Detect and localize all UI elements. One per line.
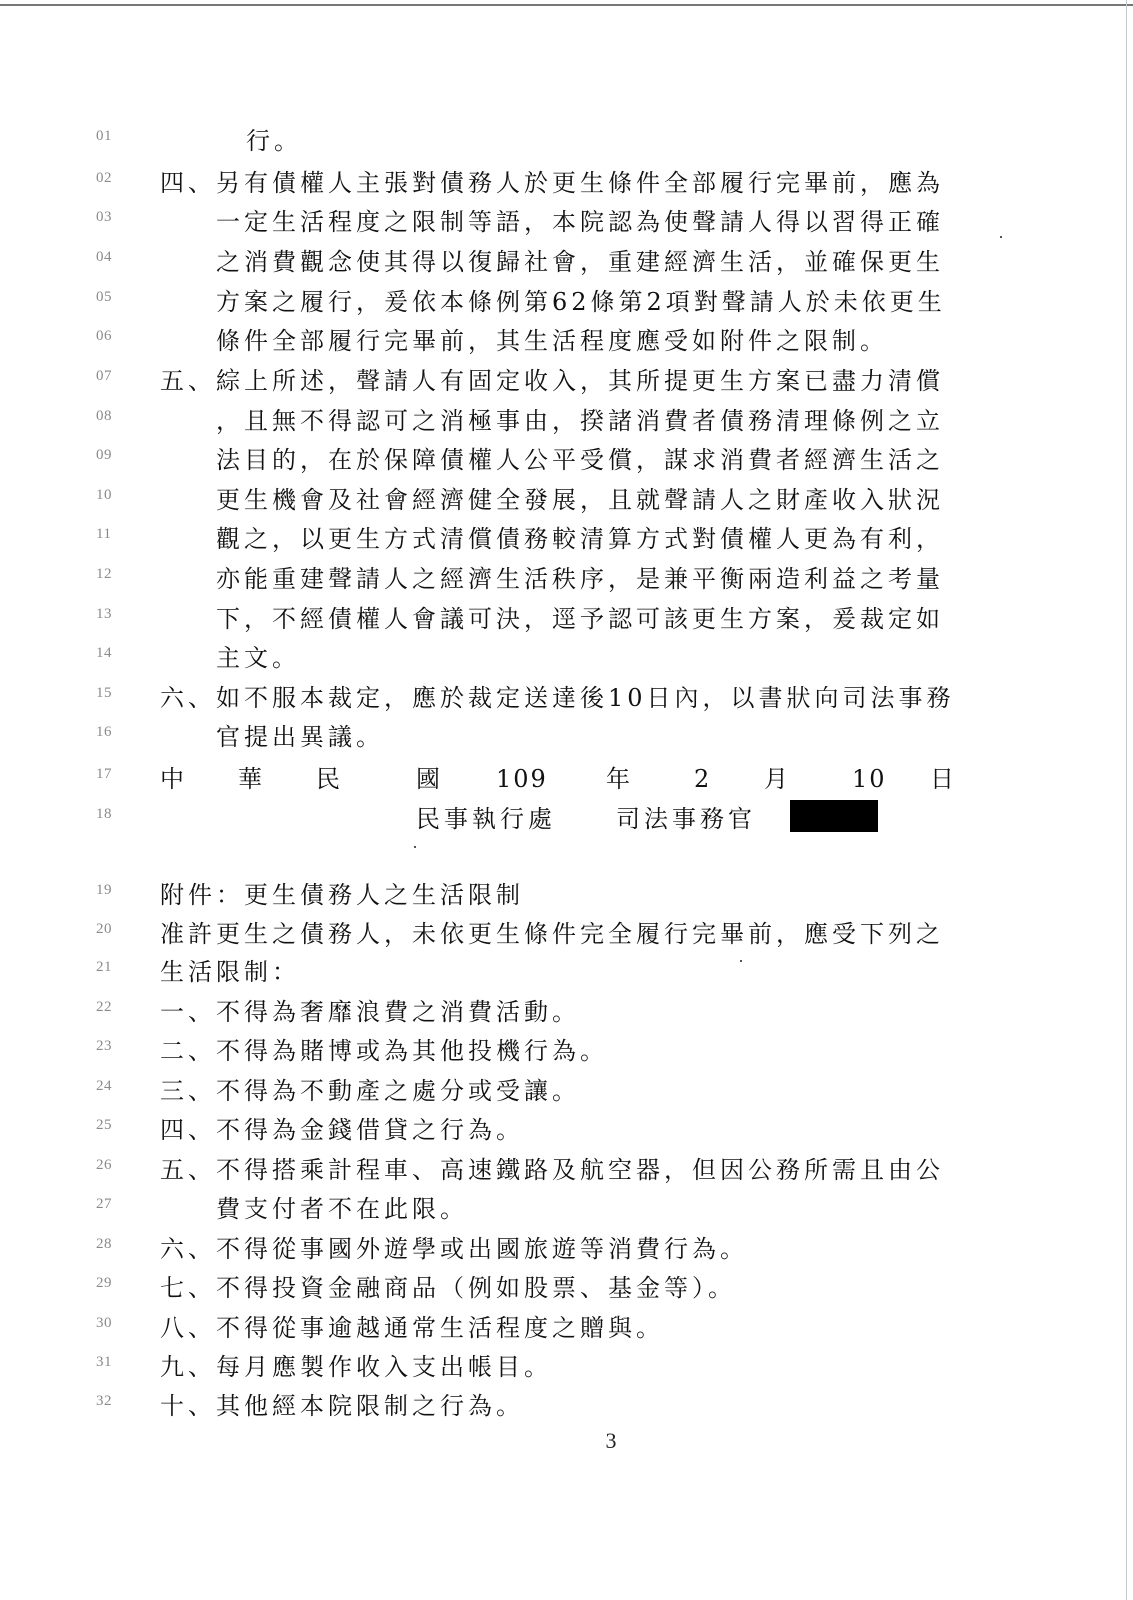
document-line xyxy=(0,443,1133,477)
document-line xyxy=(0,681,1133,715)
date-part: 月 xyxy=(764,765,788,793)
document-line xyxy=(0,1074,1133,1108)
document-line xyxy=(0,1311,1133,1345)
line-number: 16 xyxy=(96,724,112,740)
page-number: 3 xyxy=(605,1428,617,1453)
document-line xyxy=(0,1153,1133,1187)
line-text: 官提出異議。 xyxy=(216,723,384,751)
line-text: 主文。 xyxy=(216,644,300,672)
document-line xyxy=(0,1034,1133,1068)
office-name: 民事執行處 xyxy=(416,805,556,833)
line-number: 06 xyxy=(96,328,112,344)
line-text: 費支付者不在此限。 xyxy=(216,1195,468,1223)
scan-speck xyxy=(740,960,742,962)
line-text: 四、另有債權人主張對債務人於更生條件全部履行完畢前，應為 xyxy=(160,169,944,197)
line-number: 02 xyxy=(96,170,112,186)
document-line xyxy=(0,522,1133,556)
date-part: 民 xyxy=(316,765,340,793)
document-line xyxy=(0,720,1133,754)
document-line xyxy=(0,878,1133,912)
date-part: 中 xyxy=(160,765,184,793)
document-line xyxy=(0,205,1133,239)
document-line xyxy=(0,562,1133,596)
document-line xyxy=(0,1192,1133,1226)
document-line xyxy=(0,1232,1133,1266)
date-part: 年 xyxy=(606,765,630,793)
document-line xyxy=(0,285,1133,319)
line-text: 生活限制： xyxy=(160,958,300,986)
line-text: 法目的，在於保障債權人公平受償，謀求消費者經濟生活之 xyxy=(216,446,944,474)
scan-top-edge xyxy=(0,4,1133,6)
line-text: 准許更生之債務人，未依更生條件完全履行完畢前，應受下列之 xyxy=(160,920,944,948)
line-number: 27 xyxy=(96,1196,112,1212)
document-line xyxy=(0,995,1133,1029)
document-line xyxy=(0,324,1133,358)
line-number: 04 xyxy=(96,249,112,265)
line-number: 07 xyxy=(96,368,112,384)
date-part: 10 xyxy=(852,765,887,793)
restriction-item: 四、不得為金錢借貸之行為。 xyxy=(160,1116,524,1144)
restriction-item: 二、不得為賭博或為其他投機行為。 xyxy=(160,1037,608,1065)
document-line xyxy=(0,1350,1133,1384)
line-number: 14 xyxy=(96,645,112,661)
line-number: 24 xyxy=(96,1078,112,1094)
line-text: 觀之，以更生方式清償債務較清算方式對債權人更為有利， xyxy=(216,525,944,553)
date-part: 國 xyxy=(416,765,440,793)
line-text: 條件全部履行完畢前，其生活程度應受如附件之限制。 xyxy=(216,327,888,355)
document-line xyxy=(0,602,1133,636)
line-number: 25 xyxy=(96,1117,112,1133)
line-text: ，且無不得認可之消極事由，揆諸消費者債務清理條例之立 xyxy=(216,407,944,435)
line-number: 17 xyxy=(96,766,112,782)
line-text: 亦能重建聲請人之經濟生活秩序，是兼平衡兩造利益之考量 xyxy=(216,565,944,593)
document-line xyxy=(0,1113,1133,1147)
line-number: 22 xyxy=(96,999,112,1015)
line-number: 21 xyxy=(96,959,112,975)
scan-speck xyxy=(1000,236,1002,238)
date-part: 華 xyxy=(238,765,262,793)
line-number: 23 xyxy=(96,1038,112,1054)
line-number: 08 xyxy=(96,408,112,424)
line-text: 之消費觀念使其得以復歸社會，重建經濟生活，並確保更生 xyxy=(216,248,944,276)
document-line xyxy=(0,404,1133,438)
line-number: 18 xyxy=(96,806,112,822)
date-part: 日 xyxy=(930,765,954,793)
document-line xyxy=(0,1271,1133,1305)
line-number: 31 xyxy=(96,1354,112,1370)
line-number: 32 xyxy=(96,1393,112,1409)
redaction-box xyxy=(790,800,878,832)
restriction-item: 七、不得投資金融商品（例如股票、基金等）。 xyxy=(160,1274,736,1302)
line-text: 更生機會及社會經濟健全發展，且就聲請人之財產收入狀況 xyxy=(216,486,944,514)
line-number: 11 xyxy=(96,526,112,542)
restriction-item: 六、不得從事國外遊學或出國旅遊等消費行為。 xyxy=(160,1235,748,1263)
document-line xyxy=(0,483,1133,517)
line-text: 行。 xyxy=(246,127,302,155)
document-line xyxy=(0,917,1133,951)
line-number: 19 xyxy=(96,882,112,898)
line-number: 12 xyxy=(96,566,112,582)
document-line xyxy=(0,1389,1133,1423)
line-number: 09 xyxy=(96,447,112,463)
line-number: 29 xyxy=(96,1275,112,1291)
date-part: 109 xyxy=(496,765,548,793)
date-line xyxy=(0,762,1133,796)
date-part: 2 xyxy=(694,765,710,793)
line-number: 20 xyxy=(96,921,112,937)
scan-speck xyxy=(414,846,416,848)
document-line xyxy=(0,245,1133,279)
document-line xyxy=(0,124,1133,158)
restriction-item: 八、不得從事逾越通常生活程度之贈與。 xyxy=(160,1314,664,1342)
document-line xyxy=(0,641,1133,675)
line-number: 30 xyxy=(96,1315,112,1331)
line-number: 15 xyxy=(96,685,112,701)
line-number: 28 xyxy=(96,1236,112,1252)
line-number: 26 xyxy=(96,1157,112,1173)
line-text: 方案之履行，爰依本條例第62條第2項對聲請人於未依更生 xyxy=(216,288,946,316)
line-number: 05 xyxy=(96,289,112,305)
restriction-item: 九、每月應製作收入支出帳目。 xyxy=(160,1353,552,1381)
line-number: 10 xyxy=(96,487,112,503)
signature-line xyxy=(0,802,1133,836)
line-text: 一定生活程度之限制等語，本院認為使聲請人得以習得正確 xyxy=(216,208,944,236)
line-text: 五、綜上所述，聲請人有固定收入，其所提更生方案已盡力清償 xyxy=(160,367,944,395)
restriction-item: 三、不得為不動產之處分或受讓。 xyxy=(160,1077,580,1105)
line-number: 13 xyxy=(96,606,112,622)
line-number: 01 xyxy=(96,128,112,144)
restriction-item: 十、其他經本院限制之行為。 xyxy=(160,1392,524,1420)
restriction-item: 五、不得搭乘計程車、高速鐵路及航空器，但因公務所需且由公 xyxy=(160,1156,944,1184)
appendix-title: 附件：更生債務人之生活限制 xyxy=(160,881,524,909)
document-line xyxy=(0,364,1133,398)
line-text: 六、如不服本裁定，應於裁定送達後10日內，以書狀向司法事務 xyxy=(160,684,955,712)
restriction-item: 一、不得為奢靡浪費之消費活動。 xyxy=(160,998,580,1026)
official-title: 司法事務官 xyxy=(616,805,756,833)
line-text: 下，不經債權人會議可決，逕予認可該更生方案，爰裁定如 xyxy=(216,605,944,633)
line-number: 03 xyxy=(96,209,112,225)
document-line xyxy=(0,955,1133,989)
document-line xyxy=(0,166,1133,200)
